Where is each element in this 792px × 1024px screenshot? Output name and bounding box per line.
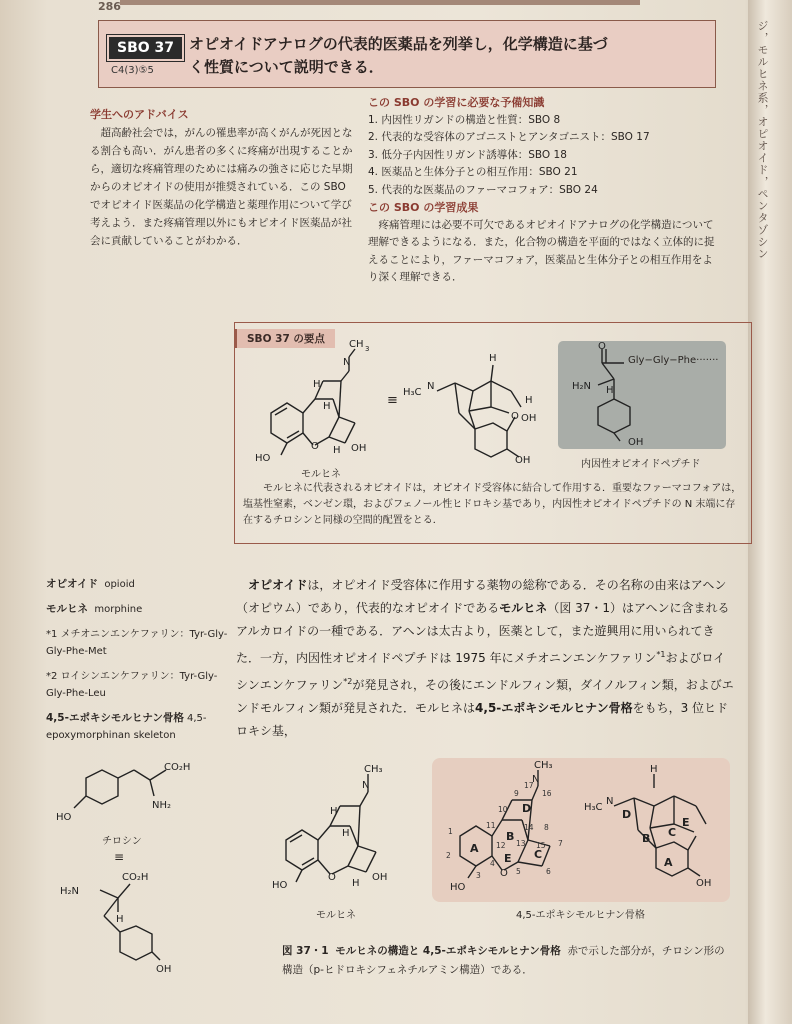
svg-text:O: O xyxy=(511,411,519,422)
keypoint-tab: SBO 37 の要点 xyxy=(234,329,335,348)
svg-text:CH: CH xyxy=(349,339,364,350)
svg-text:C: C xyxy=(534,848,543,861)
svg-text:OH: OH xyxy=(351,443,367,454)
figure-morphine xyxy=(268,764,428,900)
prereq-heading: この SBO の学習に必要な予備知識 xyxy=(368,96,545,109)
svg-text:B: B xyxy=(642,832,651,845)
svg-text:16: 16 xyxy=(542,789,552,798)
svg-text:D: D xyxy=(622,808,632,821)
svg-text:OH: OH xyxy=(372,872,388,883)
svg-text:2: 2 xyxy=(446,851,451,860)
footnote-2: *2 ロイシンエンケファリン：Tyr-Gly-Gly-Phe-Leu xyxy=(46,671,218,699)
svg-text:C: C xyxy=(668,826,677,839)
svg-text:11: 11 xyxy=(486,821,496,830)
tyrosine-structure xyxy=(56,760,206,830)
svg-text:O: O xyxy=(598,341,606,352)
svg-text:9: 9 xyxy=(514,789,519,798)
svg-text:4: 4 xyxy=(490,859,495,868)
svg-text:CH₃: CH₃ xyxy=(364,764,383,775)
svg-text:3: 3 xyxy=(476,871,481,880)
outcome-text: 疼痛管理には必要不可欠であるオピオイドアナログの化学構造について理解できるようになる．また，化合物の構造を平面的ではなく立体的に捉えることにより，ファーマコフォア，医薬品と生体分子との相互作用をより深く理解できる． xyxy=(368,218,715,283)
svg-text:N: N xyxy=(532,774,540,785)
svg-text:N: N xyxy=(343,357,351,368)
figure-skeleton-label: 4,5-エポキシモルヒナン骨格 xyxy=(516,910,645,921)
svg-text:12: 12 xyxy=(496,841,506,850)
svg-text:1: 1 xyxy=(448,827,453,836)
peptide-label: 内因性オピオイドペプチド xyxy=(581,459,701,470)
svg-text:H: H xyxy=(323,401,331,412)
prereq-item: 3. 低分子内因性リガンド誘導体：SBO 18 xyxy=(368,148,567,161)
svg-text:5: 5 xyxy=(516,867,521,876)
svg-text:14: 14 xyxy=(524,823,534,832)
svg-text:H₃C: H₃C xyxy=(403,387,422,398)
svg-text:CO₂H: CO₂H xyxy=(122,872,149,883)
svg-text:H: H xyxy=(650,764,658,775)
sbo-header xyxy=(98,20,716,88)
svg-text:A: A xyxy=(470,842,479,855)
sbo-badge: SBO 37 xyxy=(107,35,184,61)
glossary-morphine: モルヒネ morphine xyxy=(46,603,143,615)
body-paragraph: オピオイドは，オピオイド受容体に作用する薬物の総称である．その名称の由来はアヘン（オピウム）であり，代表的なオピオイドであるモルヒネ（図 37・1）はアヘンに含まれるアルカロイドの一種である．アヘンは太古より，医薬として，また遊興用に用いられてきた．一方，内因性オピオイドペプチドは 1975 年にメチオニンエンケファリン$^{*1}$およびロイシンエンケファリン$^{*2}$が発見され，その後にエンドルフィン類，ダイノルフィン類，およびエンドモルフィン類が発見された．モルヒネは4,5-エポキシモルヒナン骨格をもち，3 位ヒドロキシ基， xyxy=(236,578,734,738)
svg-text:N: N xyxy=(427,381,435,392)
svg-text:H: H xyxy=(342,828,350,839)
svg-text:N: N xyxy=(362,780,370,791)
svg-text:OH: OH xyxy=(156,964,172,975)
svg-text:H: H xyxy=(489,353,497,364)
svg-text:H₂N: H₂N xyxy=(572,381,592,392)
tyrosine-structure-3d xyxy=(60,872,210,982)
svg-text:H₃C: H₃C xyxy=(584,802,603,813)
svg-text:H: H xyxy=(116,914,124,925)
sbo-title-line1: オピオイドアナログの代表的医薬品を列挙し，化学構造に基づ xyxy=(189,35,608,53)
glossary-skeleton: 4,5-エポキシモルヒナン骨格 4,5-epoxymorphinan skeleton xyxy=(46,712,207,741)
svg-text:E: E xyxy=(682,816,690,829)
peptide-chain: Gly−Gly−Phe······· xyxy=(628,355,719,366)
svg-text:HO: HO xyxy=(450,882,466,893)
figure-caption: 図 37・1 モルヒネの構造と 4,5-エポキシモルヒナン骨格 赤で示した部分が，チロシン形の構造（p-ヒドロキシフェネチルアミン構造）である． xyxy=(282,945,725,976)
svg-text:OH: OH xyxy=(628,437,644,448)
figure-skeleton-2d xyxy=(446,760,586,896)
svg-text:OH: OH xyxy=(515,455,531,466)
side-glossary xyxy=(46,576,232,744)
keypoint-box xyxy=(234,322,752,544)
figure-morphine-label: モルヒネ xyxy=(316,910,356,921)
svg-text:N: N xyxy=(606,796,614,807)
svg-text:17: 17 xyxy=(524,781,534,790)
svg-text:OH: OH xyxy=(521,413,537,424)
svg-text:CO₂H: CO₂H xyxy=(164,762,191,773)
morphine-structure-3d xyxy=(403,351,553,466)
keypoint-text: モルヒネに代表されるオピオイドは，オピオイド受容体に結合して作用する．重要なファーマコフォアは，塩基性窒素，ベンゼン環，およびフェノール性ヒドロキシ基であり，内因性オピオイドペプチドの N 末端に存在するチロシンと同様の空間的配置をとる． xyxy=(243,483,742,526)
svg-text:O: O xyxy=(328,872,336,883)
equiv-sign: ≡ xyxy=(387,393,398,408)
svg-text:B: B xyxy=(506,830,515,843)
sbo-title-line2: く性質について説明できる． xyxy=(189,58,384,76)
prereq-item: 5. 代表的な医薬品のファーマコフォア：SBO 24 xyxy=(368,183,598,196)
svg-text:H: H xyxy=(606,385,614,396)
prereq-item: 4. 医薬品と生体分子との相互作用：SBO 21 xyxy=(368,166,578,178)
svg-text:O: O xyxy=(500,868,508,879)
prereq-item: 2. 代表的な受容体のアゴニストとアンタゴニスト：SBO 17 xyxy=(368,131,650,143)
page-number: 286 xyxy=(98,0,121,13)
body-text xyxy=(236,574,734,743)
svg-text:NH₂: NH₂ xyxy=(152,800,172,811)
svg-text:HO: HO xyxy=(272,880,288,891)
svg-text:H: H xyxy=(333,445,341,456)
tyrosine-label: チロシン xyxy=(102,836,142,847)
svg-text:3: 3 xyxy=(365,345,370,353)
svg-text:O: O xyxy=(311,441,319,452)
prereq-item: 1. 内因性リガンドの構造と性質：SBO 8 xyxy=(368,113,561,126)
outcome-heading: この SBO の学習成果 xyxy=(368,201,479,214)
morphine-label-keypoint: モルヒネ xyxy=(301,469,341,480)
svg-text:D: D xyxy=(522,802,532,815)
sbo-title xyxy=(189,33,709,79)
svg-text:CH₃: CH₃ xyxy=(534,760,553,771)
svg-text:13: 13 xyxy=(516,839,526,848)
peptide-panel xyxy=(558,341,726,449)
svg-text:10: 10 xyxy=(498,805,508,814)
svg-text:H: H xyxy=(352,878,360,889)
svg-text:E: E xyxy=(504,852,512,865)
facing-page-edge xyxy=(748,0,792,1024)
footnote-1: *1 メチオニンエンケファリン：Tyr-Gly-Gly-Phe-Met xyxy=(46,629,228,657)
svg-text:8: 8 xyxy=(544,823,549,832)
figure-skeleton-3d xyxy=(584,766,730,896)
svg-text:H: H xyxy=(525,395,533,406)
header-bar xyxy=(120,0,640,5)
svg-text:H₂N: H₂N xyxy=(60,886,80,897)
svg-text:15: 15 xyxy=(536,841,546,850)
facing-page-text: ジ，モルヒネ系，オピオイド，ペンタゾシン xyxy=(756,20,769,260)
svg-text:HO: HO xyxy=(255,453,271,464)
svg-text:OH: OH xyxy=(696,878,712,889)
sbo-code: C4(3)⑤5 xyxy=(111,65,154,76)
svg-text:7: 7 xyxy=(558,839,563,848)
prereq-section xyxy=(368,94,720,287)
tyrosine-equiv: ≡ xyxy=(114,850,125,864)
advice-section xyxy=(90,106,356,250)
svg-text:H: H xyxy=(330,806,338,817)
svg-text:A: A xyxy=(664,856,673,869)
svg-text:HO: HO xyxy=(56,812,72,823)
morphine-structure-2d xyxy=(253,339,383,464)
advice-heading: 学生へのアドバイス xyxy=(90,108,189,121)
advice-text: 超高齢社会では，がんの罹患率が高くがんが死因となる割合も高い．がん患者の多くに疼痛が出現することから，適切な疼痛管理のためには痛みの強さに応じた早期からのオピオイドの使用が推奨されている．この SBO でオピオイド医薬品の化学構造と薬理作用について学び考えよう．また疼痛管理以外にもオピオイド医薬品が社会に貢献していることがわかる． xyxy=(90,127,353,247)
prereq-list xyxy=(368,112,720,200)
glossary-opioid: オピオイド opioid xyxy=(46,578,135,590)
svg-text:H: H xyxy=(313,379,321,390)
svg-text:6: 6 xyxy=(546,867,551,876)
